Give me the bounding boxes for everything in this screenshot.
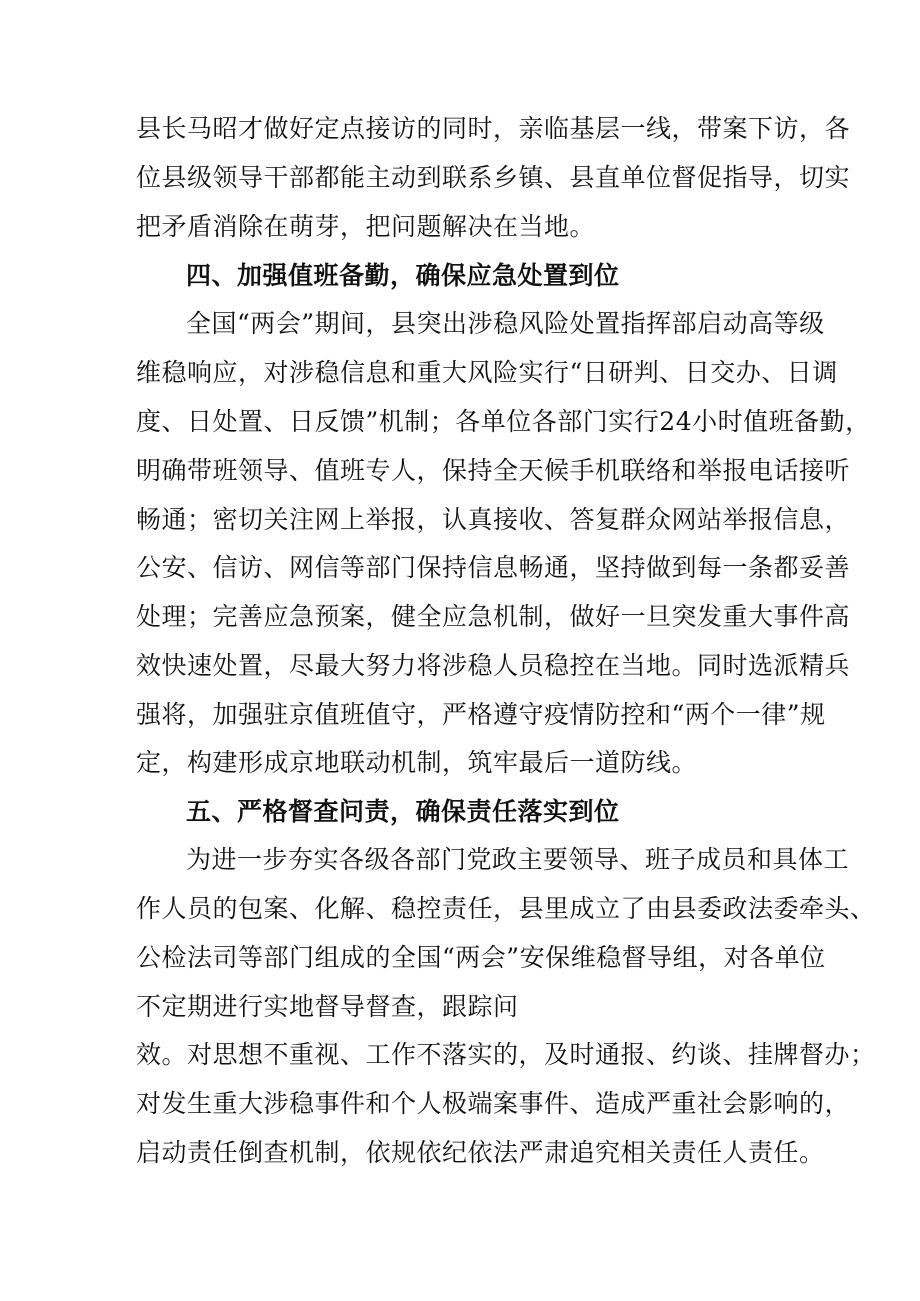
- body-text-line: 位县级领导干部都能主动到联系乡镇、县直单位督促指导，切实: [136, 163, 851, 192]
- body-text-line: 明确带班领导、值班专人，保持全天候手机联络和举报电话接听: [136, 456, 851, 485]
- body-text-line: 维稳响应，对涉稳信息和重大风险实行“日研判、日交办、日调: [136, 358, 838, 387]
- body-text-line: 不定期进行实地督导督查，跟踪问: [136, 992, 519, 1021]
- body-text-line: 公检法司等部门组成的全国“两会”安保维稳督导组，对各单位: [136, 943, 826, 972]
- body-text-line: 效快速处置，尽最大努力将涉稳人员稳控在当地。同时选派精兵: [136, 651, 851, 680]
- section-heading-4: 四、加强值班备勤，确保应急处置到位: [186, 261, 620, 290]
- body-text-line: 效。对思想不重视、工作不落实的，及时通报、约谈、挂牌督办；: [136, 1040, 876, 1069]
- body-text-line: 公安、信访、网信等部门保持信息畅通，坚持做到每一条都妥善: [136, 553, 851, 582]
- body-text-line: 县长马昭才做好定点接访的同时，亲临基层一线，带案下访，各: [136, 114, 851, 143]
- body-text-line: 定，构建形成京地联动机制，筑牢最后一道防线。: [136, 748, 698, 777]
- body-text-line: 为进一步夯实各级各部门党政主要领导、班子成员和具体工: [186, 845, 850, 874]
- body-text-line: 度、日处置、日反馈”机制；各单位各部门实行24小时值班备勤，: [136, 407, 871, 436]
- body-text-line: 全国“两会”期间，县突出涉稳风险处置指挥部启动高等级: [186, 309, 825, 338]
- body-text-line: 强将，加强驻京值班值守，严格遵守疫情防控和“两个一律”规: [136, 700, 826, 729]
- body-text-line: 启动责任倒查机制，依规依纪依法严肃追究相关责任人责任。: [136, 1138, 825, 1167]
- body-text-line: 对发生重大涉稳事件和个人极端案事件、造成严重社会影响的，: [136, 1089, 851, 1118]
- body-text-line: 作人员的包案、化解、稳控责任，县里成立了由县委政法委牵头、: [136, 894, 876, 923]
- body-text-line: 把矛盾消除在萌芽，把问题解决在当地。: [136, 212, 596, 241]
- section-heading-5: 五、严格督查问责，确保责任落实到位: [186, 797, 620, 826]
- body-text-line: 畅通；密切关注网上举报，认真接收、答复群众网站举报信息，: [136, 505, 851, 534]
- body-text-line: 处理；完善应急预案，健全应急机制，做好一旦突发重大事件高: [136, 602, 851, 631]
